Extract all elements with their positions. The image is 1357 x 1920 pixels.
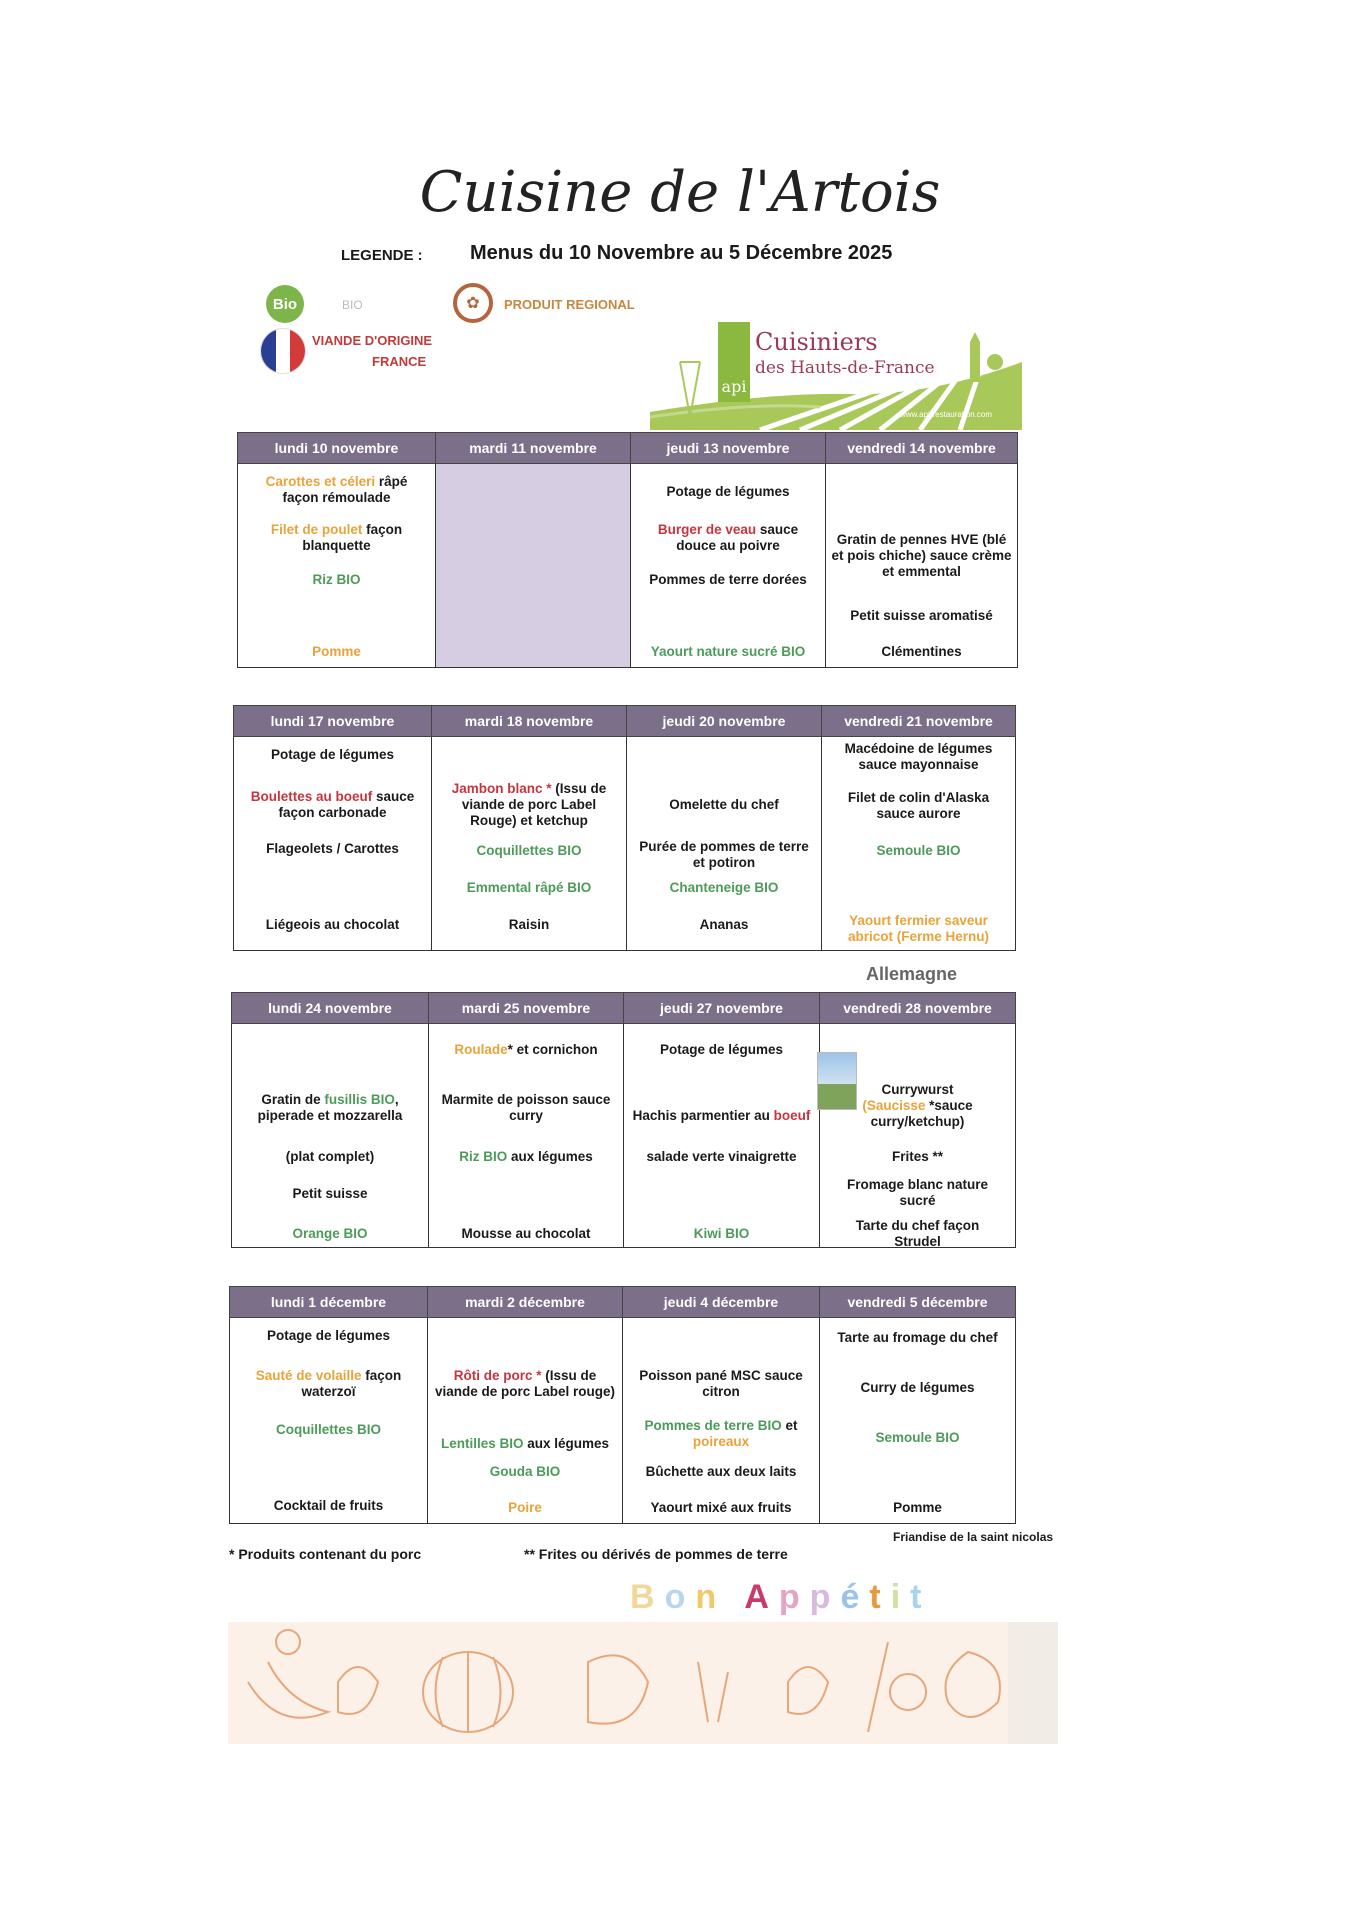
viande-origine-label: VIANDE D'ORIGINE: [312, 333, 433, 348]
day-menu: [627, 737, 822, 951]
bio-legend-label: BIO: [342, 298, 363, 312]
day-menu: [432, 737, 627, 951]
regional-product-icon: ✿: [453, 283, 493, 323]
dessert: Pomme: [312, 644, 361, 659]
day-header: jeudi 27 novembre: [624, 993, 820, 1024]
side-dish: Riz BIO: [312, 572, 361, 587]
day-header: lundi 24 novembre: [232, 993, 429, 1024]
menu-week-4: [229, 1286, 1016, 1524]
dessert: Pomme: [893, 1500, 942, 1515]
side-dish: Pommes de terre dorées: [649, 572, 807, 587]
dairy: Fromage blanc nature sucré: [846, 1177, 989, 1208]
day-header: mardi 2 décembre: [428, 1287, 623, 1318]
bon-appetit-text: [630, 1578, 931, 1617]
menu-week-1: [237, 432, 1018, 668]
main-dish: Rôti de porc * (Issu de viande de porc Label rouge): [434, 1368, 616, 1399]
theme-label: Allemagne: [866, 964, 958, 984]
main-dish: Poisson pané MSC sauce citron: [639, 1368, 803, 1399]
dessert: Yaourt nature sucré BIO: [650, 644, 806, 659]
day-menu: [238, 464, 436, 668]
day-header: vendredi 14 novembre: [826, 433, 1018, 464]
dairy: Bûchette aux deux laits: [645, 1464, 797, 1479]
day-menu: [230, 1318, 428, 1524]
bon-appetit-letter: n: [695, 1578, 727, 1616]
day-header: mardi 18 novembre: [432, 706, 627, 737]
day-menu: [623, 1318, 820, 1524]
dessert: Yaourt fermier saveur abricot (Ferme Hernu): [847, 913, 990, 944]
day-menu: [820, 1318, 1016, 1524]
dessert: Orange BIO: [292, 1226, 368, 1241]
day-menu-closed: [436, 464, 631, 668]
bon-appetit-letter: [726, 1578, 744, 1616]
vegetables-banner-illustration: [228, 1622, 1058, 1744]
main-dish: Marmite de poisson sauce curry: [441, 1092, 611, 1123]
legend-label: LEGENDE :: [341, 247, 423, 264]
main-dish: Filet de poulet façon blanquette: [270, 522, 403, 553]
regional-product-label: PRODUIT REGIONAL: [504, 297, 635, 312]
main-dish: Boulettes au boeuf sauce façon carbonade: [250, 789, 415, 820]
day-header: vendredi 28 novembre: [820, 993, 1016, 1024]
side-dish: Purée de pommes de terre et potiron: [639, 839, 809, 870]
starter: Macédoine de légumes sauce mayonnaise: [844, 741, 993, 772]
day-header: lundi 10 novembre: [238, 433, 436, 464]
menu-period-title: Menus du 10 Novembre au 5 Décembre 2025: [470, 242, 893, 264]
starter: Potage de légumes: [666, 484, 790, 499]
side-dish: Pommes de terre BIO et poireaux: [644, 1418, 798, 1449]
dish-note: (plat complet): [285, 1149, 375, 1164]
castle-picture: [817, 1052, 857, 1110]
day-menu: [232, 1024, 429, 1248]
day-menu: [624, 1024, 820, 1248]
bon-appetit-letter: i: [890, 1578, 911, 1616]
day-header: lundi 17 novembre: [234, 706, 432, 737]
starter: Tarte au fromage du chef: [837, 1330, 998, 1345]
dessert: Poire: [508, 1500, 542, 1515]
main-dish: Gratin de pennes HVE (blé et pois chiche) sauce crème et emmental: [831, 532, 1012, 579]
day-header: jeudi 13 novembre: [631, 433, 826, 464]
dessert: Tarte du chef façon Strudel: [855, 1218, 980, 1249]
main-dish: Curry de légumes: [860, 1380, 975, 1395]
day-header: jeudi 20 novembre: [627, 706, 822, 737]
side-dish: Semoule BIO: [875, 1430, 960, 1445]
day-header: vendredi 21 novembre: [822, 706, 1016, 737]
bon-appetit-letter: p: [778, 1578, 810, 1616]
main-dish: Currywurst (Saucisse *sauce curry/ketchup): [862, 1082, 973, 1129]
starter: Potage de légumes: [659, 1042, 784, 1057]
fries-footnote: ** Frites ou dérivés de pommes de terre: [524, 1546, 788, 1562]
side-dish: salade verte vinaigrette: [646, 1149, 797, 1164]
french-flag-icon: [260, 328, 306, 374]
side-dish: Lentilles BIO aux légumes: [440, 1436, 610, 1451]
side-dish: Frites **: [891, 1149, 944, 1164]
day-menu: [429, 1024, 624, 1248]
logo-subtitle: des Hauts-de-France: [755, 358, 935, 378]
api-logo-mark: api: [718, 322, 750, 402]
bon-appetit-letter: A: [744, 1578, 779, 1616]
pork-footnote: * Produits contenant du porc: [229, 1546, 422, 1562]
bon-appetit-letter: B: [630, 1578, 665, 1616]
day-menu: [826, 464, 1018, 668]
side-dish: Flageolets / Carottes: [266, 841, 399, 856]
day-header: mardi 11 novembre: [436, 433, 631, 464]
page-title: Cuisine de l'Artois: [419, 160, 941, 225]
logo-name: Cuisiniers: [755, 328, 878, 356]
menu-week-2: [233, 705, 1016, 951]
bon-appetit-letter: é: [840, 1578, 870, 1616]
viande-origine-label-country: FRANCE: [372, 354, 427, 369]
day-menu: [822, 737, 1016, 951]
side-dish: Coquillettes BIO: [476, 843, 582, 858]
starter: Potage de légumes: [270, 747, 395, 762]
main-dish: Filet de colin d'Alaska sauce aurore: [847, 790, 990, 821]
dairy: Chanteneige BIO: [669, 880, 779, 895]
bon-appetit-letter: t: [869, 1578, 891, 1616]
day-menu: [234, 737, 432, 951]
bio-logo-icon: Bio: [266, 285, 304, 323]
starter: Potage de légumes: [266, 1328, 391, 1343]
day-header: jeudi 4 décembre: [623, 1287, 820, 1318]
side-dish: Coquillettes BIO: [275, 1422, 381, 1437]
bon-appetit-letter: p: [809, 1578, 841, 1616]
main-dish: Jambon blanc * (Issu de viande de porc Label Rouge) et ketchup: [451, 781, 607, 828]
logo-url: www.api-restauration.com: [900, 410, 993, 419]
day-menu: [631, 464, 826, 668]
day-header: vendredi 5 décembre: [820, 1287, 1016, 1318]
dessert: Liégeois au chocolat: [265, 917, 400, 932]
dessert: Yaourt mixé aux fruits: [650, 1500, 792, 1515]
day-header: mardi 25 novembre: [429, 993, 624, 1024]
dairy: Emmental râpé BIO: [466, 880, 592, 895]
dessert: Ananas: [699, 917, 749, 932]
dessert: Kiwi BIO: [693, 1226, 750, 1241]
dairy: Petit suisse: [292, 1186, 368, 1201]
side-dish: Semoule BIO: [876, 843, 961, 858]
bon-appetit-letter: t: [910, 1578, 932, 1616]
starter: Roulade* et cornichon: [454, 1042, 598, 1057]
dessert: Mousse au chocolat: [461, 1226, 591, 1241]
dessert: Cocktail de fruits: [273, 1498, 384, 1513]
dessert: Clémentines: [881, 644, 962, 659]
day-header: lundi 1 décembre: [230, 1287, 428, 1318]
bon-appetit-letter: o: [664, 1578, 696, 1616]
main-dish: Omelette du chef: [669, 797, 779, 812]
menu-week-3: [231, 992, 1016, 1248]
dessert: Raisin: [508, 917, 550, 932]
starter: Carottes et céleri râpé façon rémoulade: [265, 474, 408, 505]
main-dish: Gratin de fusillis BIO, piperade et mozzarella: [257, 1092, 403, 1123]
dairy: Petit suisse aromatisé: [850, 608, 993, 623]
side-dish: Riz BIO aux légumes: [459, 1149, 593, 1164]
dairy: Gouda BIO: [489, 1464, 561, 1479]
main-dish: Sauté de volaille façon waterzoï: [255, 1368, 402, 1399]
friandise-note: Friandise de la saint nicolas: [893, 1530, 1054, 1544]
day-menu: [428, 1318, 623, 1524]
main-dish: Hachis parmentier au boeuf: [632, 1108, 811, 1123]
main-dish: Burger de veau sauce douce au poivre: [657, 522, 799, 553]
